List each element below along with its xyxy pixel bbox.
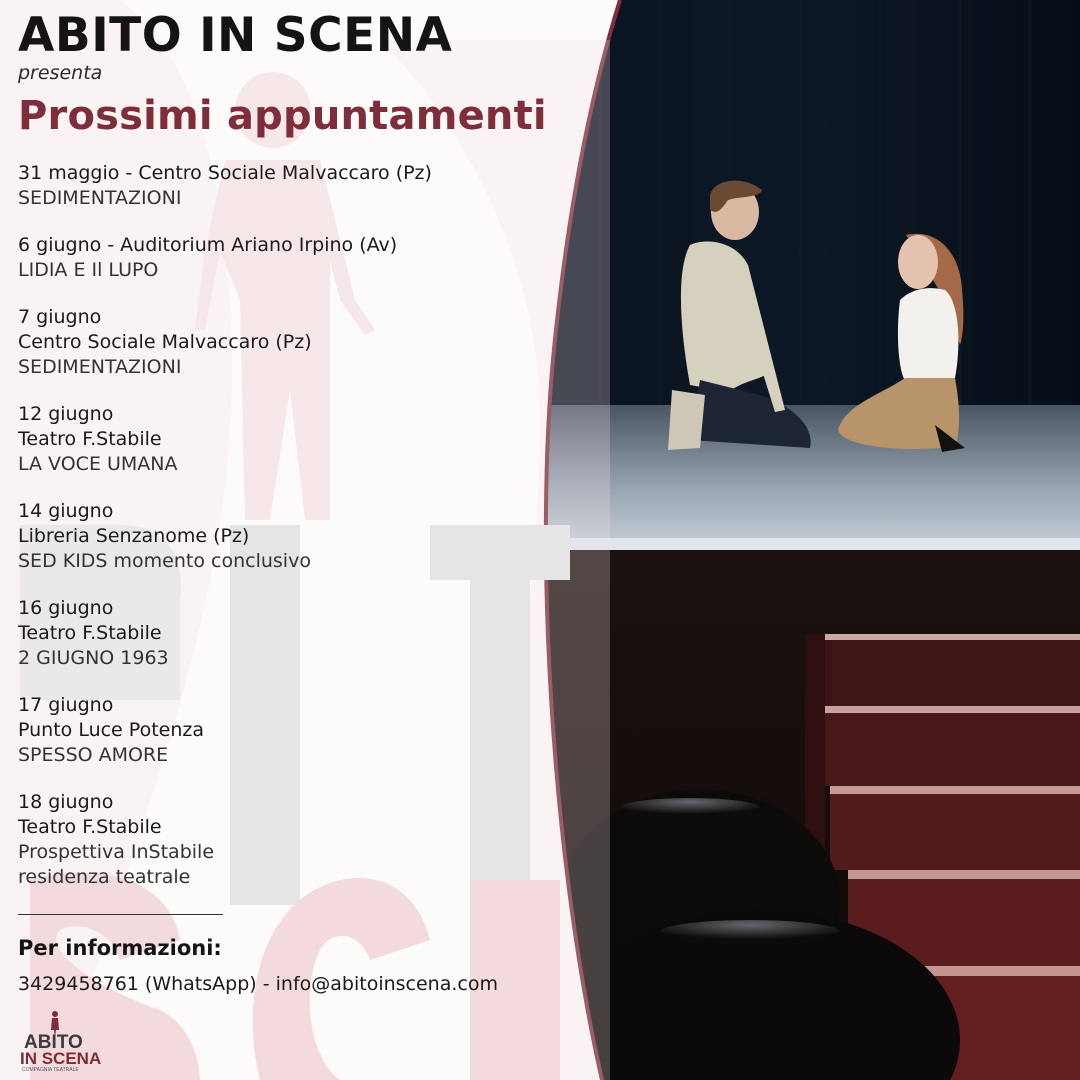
event-venue: Teatro F.Stabile (18, 816, 162, 838)
event-date: 18 giugno (18, 791, 114, 813)
event-show-title: SED KIDS momento conclusivo (18, 550, 311, 572)
event-item (18, 161, 578, 211)
divider (18, 914, 223, 915)
event-show-title: SPESSO AMORE (18, 744, 169, 766)
event-show-title: SEDIMENTAZIONI (18, 187, 182, 209)
event-venue: Libreria Senzanome (Pz) (18, 525, 250, 547)
event-item (18, 790, 578, 890)
presents-label: presenta (18, 62, 103, 84)
event-date: 12 giugno (18, 403, 114, 425)
event-item (18, 402, 578, 477)
event-date: 14 giugno (18, 500, 114, 522)
company-logo (18, 1010, 108, 1072)
logo-text-2: IN SCENA (20, 1049, 102, 1068)
event-item (18, 499, 578, 574)
event-item (18, 305, 578, 380)
event-show-title: 2 GIUGNO 1963 (18, 647, 169, 669)
event-show-title: Prospettiva InStabile residenza teatrale (18, 841, 215, 888)
events-list (18, 161, 578, 912)
page-title: Prossimi appuntamenti (18, 93, 547, 139)
event-date: 6 giugno - Auditorium Ariano Irpino (Av) (18, 234, 398, 256)
event-item (18, 693, 578, 768)
event-date: 16 giugno (18, 597, 114, 619)
event-venue: Teatro F.Stabile (18, 428, 162, 450)
event-show-title: SEDIMENTAZIONI (18, 356, 182, 378)
event-date: 17 giugno (18, 694, 114, 716)
event-venue: Centro Sociale Malvaccaro (Pz) (18, 331, 312, 353)
event-show-title: LA VOCE UMANA (18, 453, 178, 475)
event-show-title: LIDIA E Il LUPO (18, 259, 159, 281)
event-date: 31 maggio - Centro Sociale Malvaccaro (Pz) (18, 162, 432, 184)
event-date: 7 giugno (18, 306, 102, 328)
event-item (18, 233, 578, 283)
contact-info: 3429458761 (WhatsApp) - info@abitoinscena.com (18, 973, 498, 995)
event-venue: Punto Luce Potenza (18, 719, 204, 741)
event-venue: Teatro F.Stabile (18, 622, 162, 644)
logo-text-3: COMPAGNIA TEATRALE (22, 1067, 79, 1072)
info-title: Per informazioni: (18, 936, 222, 960)
logo-text-1: ABITO (24, 1032, 83, 1053)
event-item (18, 596, 578, 671)
brand-title: ABITO IN SCENA (18, 8, 453, 63)
